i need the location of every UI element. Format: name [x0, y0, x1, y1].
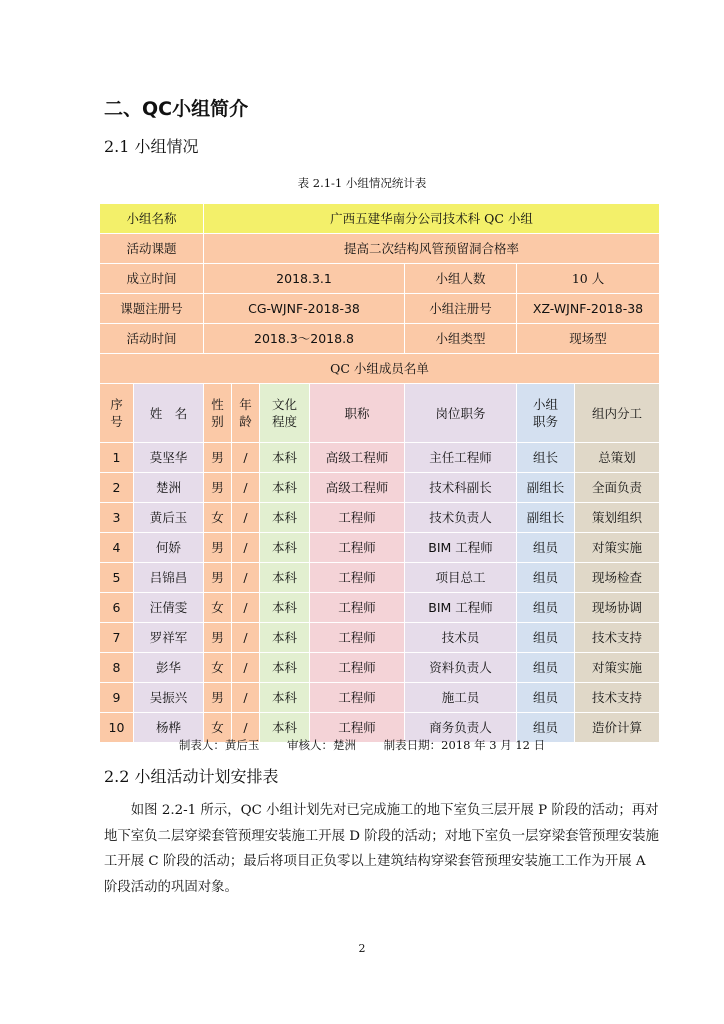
col-header-no: 序 号: [100, 384, 134, 443]
member-age: /: [232, 563, 260, 593]
col-header-name: 姓 名: [134, 384, 204, 443]
member-duty: 对策实施: [575, 653, 660, 683]
member-position: 技术员: [405, 623, 517, 653]
table-reviewer: 审核人：楚洲: [287, 738, 356, 752]
member-name: 吴振兴: [134, 683, 204, 713]
member-duty: 总策划: [575, 443, 660, 473]
member-education: 本科: [260, 683, 310, 713]
member-position: 商务负责人: [405, 713, 517, 743]
col-header-age: 年 龄: [232, 384, 260, 443]
member-role: 组员: [517, 533, 575, 563]
member-duty: 技术支持: [575, 623, 660, 653]
group-type-label: 小组类型: [405, 324, 517, 354]
table-row: [100, 503, 660, 533]
member-no: 3: [100, 503, 134, 533]
member-education: 本科: [260, 593, 310, 623]
member-duty: 对策实施: [575, 533, 660, 563]
member-age: /: [232, 533, 260, 563]
member-gender: 男: [204, 443, 232, 473]
member-role: 副组长: [517, 503, 575, 533]
member-title: 高级工程师: [310, 443, 405, 473]
topic-label: 活动课题: [100, 234, 204, 264]
member-title: 工程师: [310, 653, 405, 683]
member-position: BIM 工程师: [405, 533, 517, 563]
member-duty: 策划组织: [575, 503, 660, 533]
row-registration: [100, 294, 660, 324]
activity-time-value: 2018.3～2018.8: [204, 324, 405, 354]
member-title: 工程师: [310, 683, 405, 713]
col-header-duty: 组内分工: [575, 384, 660, 443]
table-footer: [0, 737, 724, 753]
member-position: BIM 工程师: [405, 593, 517, 623]
members-count-label: 小组人数: [405, 264, 517, 294]
member-position: 主任工程师: [405, 443, 517, 473]
member-gender: 男: [204, 533, 232, 563]
member-gender: 男: [204, 563, 232, 593]
member-position: 技术科副长: [405, 473, 517, 503]
member-role: 组员: [517, 623, 575, 653]
member-title: 工程师: [310, 623, 405, 653]
member-age: /: [232, 503, 260, 533]
member-name: 黄后玉: [134, 503, 204, 533]
member-education: 本科: [260, 473, 310, 503]
member-gender: 男: [204, 473, 232, 503]
member-title: 工程师: [310, 503, 405, 533]
member-gender: 女: [204, 653, 232, 683]
member-position: 项目总工: [405, 563, 517, 593]
member-no: 6: [100, 593, 134, 623]
roster-title: QC 小组成员名单: [100, 354, 660, 384]
member-no: 5: [100, 563, 134, 593]
table-row: [100, 653, 660, 683]
member-education: 本科: [260, 443, 310, 473]
member-position: 施工员: [405, 683, 517, 713]
member-no: 9: [100, 683, 134, 713]
member-duty: 造价计算: [575, 713, 660, 743]
member-gender: 男: [204, 623, 232, 653]
founded-label: 成立时间: [100, 264, 204, 294]
member-age: /: [232, 713, 260, 743]
topic-value: 提高二次结构风管预留洞合格率: [204, 234, 660, 264]
member-duty: 现场协调: [575, 593, 660, 623]
member-age: /: [232, 683, 260, 713]
member-duty: 全面负责: [575, 473, 660, 503]
member-age: /: [232, 593, 260, 623]
member-title: 工程师: [310, 713, 405, 743]
group-type-value: 现场型: [517, 324, 660, 354]
member-position: 技术负责人: [405, 503, 517, 533]
member-name: 吕锦昌: [134, 563, 204, 593]
table-row: [100, 683, 660, 713]
member-no: 4: [100, 533, 134, 563]
group-name-value: 广西五建华南分公司技术科 QC 小组: [204, 204, 660, 234]
member-role: 组员: [517, 593, 575, 623]
member-duty: 技术支持: [575, 683, 660, 713]
member-role: 组长: [517, 443, 575, 473]
row-roster-title: [100, 354, 660, 384]
col-header-position: 岗位职务: [405, 384, 517, 443]
member-gender: 女: [204, 593, 232, 623]
body-paragraph: [104, 798, 660, 900]
member-education: 本科: [260, 623, 310, 653]
member-position: 资料负责人: [405, 653, 517, 683]
table-row: [100, 473, 660, 503]
member-age: /: [232, 623, 260, 653]
topic-reg-value: CG-WJNF-2018-38: [204, 294, 405, 324]
row-founded: [100, 264, 660, 294]
col-header-title: 职称: [310, 384, 405, 443]
group-name-label: 小组名称: [100, 204, 204, 234]
member-education: 本科: [260, 533, 310, 563]
table-row: [100, 593, 660, 623]
member-name: 何娇: [134, 533, 204, 563]
member-no: 10: [100, 713, 134, 743]
table-row: [100, 443, 660, 473]
member-gender: 女: [204, 503, 232, 533]
member-education: 本科: [260, 653, 310, 683]
founded-value: 2018.3.1: [204, 264, 405, 294]
member-age: /: [232, 653, 260, 683]
col-header-gender: 性 别: [204, 384, 232, 443]
member-no: 7: [100, 623, 134, 653]
member-education: 本科: [260, 563, 310, 593]
row-activity-time: [100, 324, 660, 354]
member-title: 高级工程师: [310, 473, 405, 503]
subsection-title-2-2: 2.2 小组活动计划安排表: [104, 767, 279, 786]
page-number: 2: [358, 942, 366, 955]
table-caption: 表 2.1-1 小组情况统计表: [297, 176, 427, 190]
row-group-name: [100, 204, 660, 234]
table-maker: 制表人：黄后玉: [178, 738, 260, 752]
members-count-value: 10 人: [517, 264, 660, 294]
member-role: 组员: [517, 563, 575, 593]
col-header-role: 小组 职务: [517, 384, 575, 443]
table-row: [100, 533, 660, 563]
table-row: [100, 623, 660, 653]
member-title: 工程师: [310, 563, 405, 593]
topic-reg-label: 课题注册号: [100, 294, 204, 324]
row-column-headers: [100, 384, 660, 443]
member-role: 副组长: [517, 473, 575, 503]
member-name: 罗祥军: [134, 623, 204, 653]
member-duty: 现场检查: [575, 563, 660, 593]
member-no: 2: [100, 473, 134, 503]
member-name: 汪倩雯: [134, 593, 204, 623]
paragraph-text: 如图 2.2-1 所示，QC 小组计划先对已完成施工的地下室负三层开展 P 阶段的活动；再对地下室负二层穿梁套管预理安装施工开展 D 阶段的活动；对地下室负一层穿梁套管预理安装施工开展 C 阶段的活动；最后将项目正负零以上建筑结构穿梁套管预理安装施工工作为开展 A 阶段活动的巩固对象。: [104, 803, 659, 895]
member-education: 本科: [260, 503, 310, 533]
member-title: 工程师: [310, 593, 405, 623]
member-gender: 女: [204, 713, 232, 743]
qc-group-table: [99, 203, 660, 743]
member-name: 彭华: [134, 653, 204, 683]
member-name: 莫坚华: [134, 443, 204, 473]
table-row: [100, 563, 660, 593]
member-education: 本科: [260, 713, 310, 743]
member-gender: 男: [204, 683, 232, 713]
member-role: 组员: [517, 653, 575, 683]
member-role: 组员: [517, 713, 575, 743]
activity-time-label: 活动时间: [100, 324, 204, 354]
member-name: 楚洲: [134, 473, 204, 503]
section-title: 二、QC小组简介: [104, 98, 249, 120]
group-reg-label: 小组注册号: [405, 294, 517, 324]
col-header-education: 文化 程度: [260, 384, 310, 443]
row-topic: [100, 234, 660, 264]
member-no: 1: [100, 443, 134, 473]
member-role: 组员: [517, 683, 575, 713]
table-date: 制表日期：2018 年 3 月 12 日: [383, 738, 546, 752]
group-reg-value: XZ-WJNF-2018-38: [517, 294, 660, 324]
member-title: 工程师: [310, 533, 405, 563]
subsection-title-2-1: 2.1 小组情况: [104, 137, 199, 156]
member-age: /: [232, 443, 260, 473]
member-no: 8: [100, 653, 134, 683]
member-name: 杨桦: [134, 713, 204, 743]
member-age: /: [232, 473, 260, 503]
